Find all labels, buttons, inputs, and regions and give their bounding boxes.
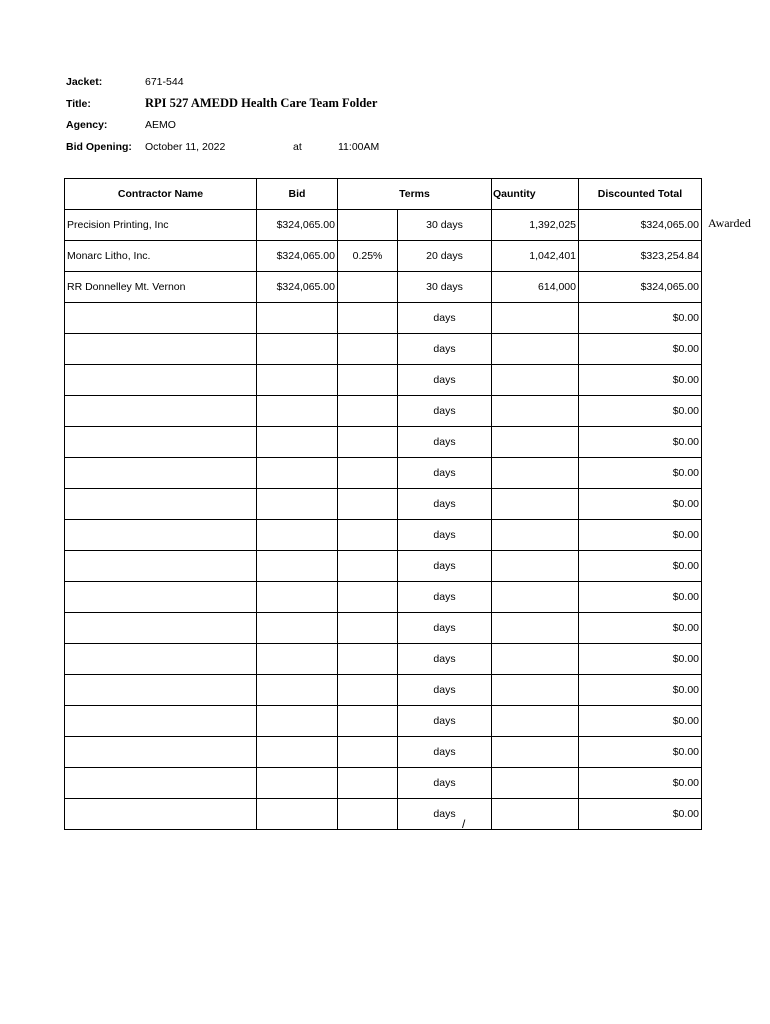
discount-cell: 0.25% <box>338 241 398 272</box>
discount-cell <box>338 768 398 799</box>
discounted-total-cell: $0.00 <box>579 489 702 520</box>
quantity-cell <box>492 334 579 365</box>
bid-cell <box>257 365 338 396</box>
table-row <box>65 675 702 706</box>
jacket-label: Jacket: <box>66 76 103 88</box>
bid-opening-label: Bid Opening: <box>66 141 132 153</box>
table-row <box>65 768 702 799</box>
terms-cell: days <box>398 768 492 799</box>
table-row <box>65 427 702 458</box>
quantity-cell <box>492 458 579 489</box>
bid-cell <box>257 458 338 489</box>
contractor-name-cell: Precision Printing, Inc <box>65 210 257 241</box>
discounted-total-cell: $0.00 <box>579 551 702 582</box>
awarded-note: Awarded <box>708 216 751 230</box>
discount-cell <box>338 706 398 737</box>
discount-cell <box>338 737 398 768</box>
bid-cell <box>257 768 338 799</box>
quantity-cell <box>492 427 579 458</box>
quantity-cell <box>492 520 579 551</box>
discounted-total-cell: $324,065.00 <box>579 272 702 303</box>
table-row <box>65 365 702 396</box>
table-row <box>65 458 702 489</box>
bid-cell <box>257 582 338 613</box>
table-row <box>65 334 702 365</box>
terms-cell: days <box>398 551 492 582</box>
table-row <box>65 210 702 241</box>
agency-value: AEMO <box>145 119 176 131</box>
quantity-cell <box>492 489 579 520</box>
contractor-name-cell <box>65 334 257 365</box>
bid-cell <box>257 675 338 706</box>
terms-cell: days <box>398 365 492 396</box>
contractor-name-cell: Monarc Litho, Inc. <box>65 241 257 272</box>
bid-cell <box>257 706 338 737</box>
quantity-cell <box>492 365 579 396</box>
terms-cell: days <box>398 489 492 520</box>
discounted-total-cell: $0.00 <box>579 644 702 675</box>
discount-cell <box>338 303 398 334</box>
table-row <box>65 396 702 427</box>
jacket-value: 671-544 <box>145 76 184 88</box>
col-discounted-total: Discounted Total <box>579 179 702 210</box>
discount-cell <box>338 520 398 551</box>
table-row <box>65 520 702 551</box>
quantity-cell <box>492 706 579 737</box>
bid-cell <box>257 334 338 365</box>
quantity-cell <box>492 675 579 706</box>
bid-cell <box>257 303 338 334</box>
terms-cell: days <box>398 427 492 458</box>
table-header-row <box>65 179 702 210</box>
contractor-name-cell <box>65 458 257 489</box>
discount-cell <box>338 551 398 582</box>
bid-cell: $324,065.00 <box>257 241 338 272</box>
contractor-name-cell <box>65 303 257 334</box>
col-quantity: Qauntity <box>492 179 579 210</box>
discount-cell <box>338 396 398 427</box>
quantity-cell <box>492 303 579 334</box>
discount-cell <box>338 582 398 613</box>
quantity-cell: 1,042,401 <box>492 241 579 272</box>
discounted-total-cell: $0.00 <box>579 799 702 830</box>
agency-label: Agency: <box>66 119 108 131</box>
terms-cell: days <box>398 396 492 427</box>
discount-cell <box>338 458 398 489</box>
discount-cell <box>338 427 398 458</box>
discounted-total-cell: $0.00 <box>579 365 702 396</box>
table-row <box>65 613 702 644</box>
bid-cell <box>257 520 338 551</box>
footer-slash: / <box>462 817 466 831</box>
discounted-total-cell: $0.00 <box>579 396 702 427</box>
title-label: Title: <box>66 98 91 110</box>
col-terms: Terms <box>338 179 492 210</box>
terms-cell: days <box>398 334 492 365</box>
bid-cell: $324,065.00 <box>257 210 338 241</box>
terms-cell: days <box>398 458 492 489</box>
bid-cell <box>257 489 338 520</box>
col-bid: Bid <box>257 179 338 210</box>
contractor-name-cell <box>65 613 257 644</box>
terms-cell: days <box>398 799 492 830</box>
contractor-name-cell: RR Donnelley Mt. Vernon <box>65 272 257 303</box>
bid-cell: $324,065.00 <box>257 272 338 303</box>
table-row <box>65 644 702 675</box>
discounted-total-cell: $0.00 <box>579 768 702 799</box>
contractor-name-cell <box>65 706 257 737</box>
discount-cell <box>338 489 398 520</box>
table-row <box>65 737 702 768</box>
bid-cell <box>257 737 338 768</box>
discounted-total-cell: $0.00 <box>579 520 702 551</box>
contractor-name-cell <box>65 768 257 799</box>
table-row <box>65 489 702 520</box>
discount-cell <box>338 365 398 396</box>
contractor-name-cell <box>65 489 257 520</box>
discount-cell <box>338 334 398 365</box>
quantity-cell <box>492 644 579 675</box>
bid-table <box>64 178 702 830</box>
quantity-cell <box>492 396 579 427</box>
contractor-name-cell <box>65 365 257 396</box>
col-contractor-name: Contractor Name <box>65 179 257 210</box>
discounted-total-cell: $0.00 <box>579 303 702 334</box>
contractor-name-cell <box>65 551 257 582</box>
quantity-cell: 614,000 <box>492 272 579 303</box>
discounted-total-cell: $0.00 <box>579 334 702 365</box>
terms-cell: 20 days <box>398 241 492 272</box>
bid-opening-date: October 11, 2022 <box>145 141 226 153</box>
table-row <box>65 241 702 272</box>
quantity-cell <box>492 768 579 799</box>
bid-cell <box>257 799 338 830</box>
table-row <box>65 706 702 737</box>
quantity-cell <box>492 737 579 768</box>
quantity-cell <box>492 613 579 644</box>
discount-cell <box>338 210 398 241</box>
terms-cell: days <box>398 303 492 334</box>
bid-cell <box>257 644 338 675</box>
quantity-cell <box>492 551 579 582</box>
terms-cell: days <box>398 675 492 706</box>
bid-cell <box>257 427 338 458</box>
discount-cell <box>338 613 398 644</box>
table-row <box>65 799 702 830</box>
terms-cell: 30 days <box>398 210 492 241</box>
bid-cell <box>257 396 338 427</box>
discount-cell <box>338 644 398 675</box>
bid-opening-at: at <box>293 141 302 153</box>
discounted-total-cell: $324,065.00 <box>579 210 702 241</box>
discounted-total-cell: $323,254.84 <box>579 241 702 272</box>
terms-cell: days <box>398 737 492 768</box>
terms-cell: days <box>398 644 492 675</box>
discounted-total-cell: $0.00 <box>579 427 702 458</box>
contractor-name-cell <box>65 427 257 458</box>
terms-cell: days <box>398 582 492 613</box>
discount-cell <box>338 799 398 830</box>
contractor-name-cell <box>65 675 257 706</box>
contractor-name-cell <box>65 520 257 551</box>
contractor-name-cell <box>65 582 257 613</box>
discount-cell <box>338 272 398 303</box>
discounted-total-cell: $0.00 <box>579 458 702 489</box>
quantity-cell <box>492 799 579 830</box>
quantity-cell: 1,392,025 <box>492 210 579 241</box>
terms-cell: 30 days <box>398 272 492 303</box>
terms-cell: days <box>398 706 492 737</box>
contractor-name-cell <box>65 737 257 768</box>
discounted-total-cell: $0.00 <box>579 582 702 613</box>
table-row <box>65 551 702 582</box>
bid-cell <box>257 551 338 582</box>
discounted-total-cell: $0.00 <box>579 613 702 644</box>
bid-cell <box>257 613 338 644</box>
title-value: RPI 527 AMEDD Health Care Team Folder <box>145 96 378 110</box>
terms-cell: days <box>398 613 492 644</box>
terms-cell: days <box>398 520 492 551</box>
discounted-total-cell: $0.00 <box>579 706 702 737</box>
table-row <box>65 272 702 303</box>
bid-opening-time: 11:00AM <box>338 141 380 153</box>
discounted-total-cell: $0.00 <box>579 737 702 768</box>
quantity-cell <box>492 582 579 613</box>
table-row <box>65 303 702 334</box>
discount-cell <box>338 675 398 706</box>
contractor-name-cell <box>65 396 257 427</box>
contractor-name-cell <box>65 799 257 830</box>
table-row <box>65 582 702 613</box>
discounted-total-cell: $0.00 <box>579 675 702 706</box>
contractor-name-cell <box>65 644 257 675</box>
